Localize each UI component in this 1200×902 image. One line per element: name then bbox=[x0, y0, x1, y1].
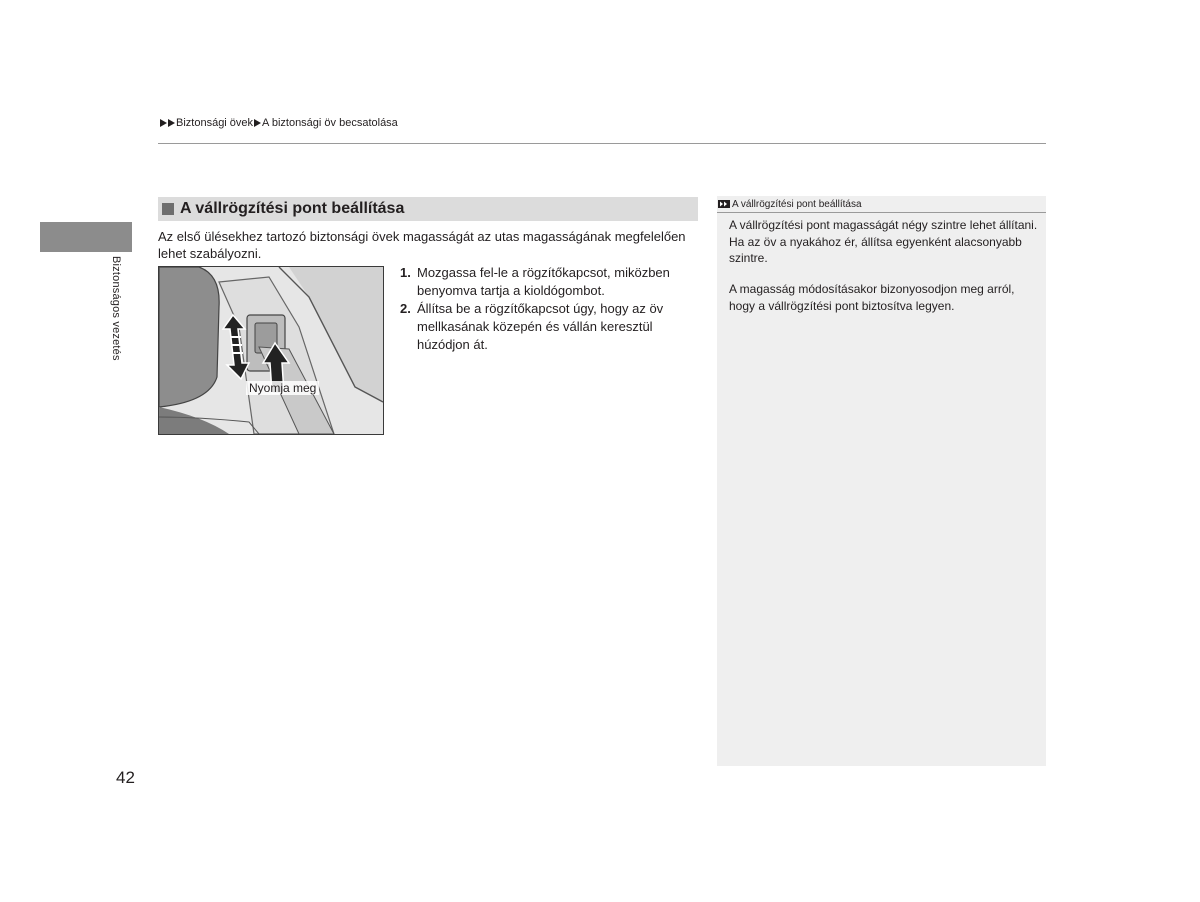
page-number: 42 bbox=[116, 768, 135, 787]
section-heading-text: A vállrögzítési pont beállítása bbox=[180, 200, 405, 217]
illustration-drawing bbox=[159, 267, 383, 434]
breadcrumb bbox=[160, 117, 398, 129]
side-note-title: A vállrögzítési pont beállítása bbox=[732, 198, 862, 210]
intro-paragraph: Az első ülésekhez tartozó biztonsági övek magasságát az utas magasságának megfelelően lehet szabályozni. bbox=[158, 229, 686, 261]
note-arrow-icon bbox=[718, 200, 730, 208]
press-callout-label: Nyomja meg bbox=[246, 381, 319, 395]
step-text: Mozgassa fel-le a rögzítőkapcsot, miközben benyomva tartja a kioldógombot. bbox=[417, 265, 670, 298]
header-divider bbox=[158, 143, 1046, 144]
breadcrumb-item-safety-belts[interactable]: Biztonsági övek bbox=[176, 117, 254, 129]
step-number: 2. bbox=[400, 301, 411, 316]
breadcrumb-arrow-icon bbox=[160, 119, 167, 127]
breadcrumb-arrow-icon bbox=[254, 119, 261, 127]
step-number: 1. bbox=[400, 265, 411, 280]
side-note-header bbox=[717, 196, 1046, 213]
breadcrumb-item-fastening-belt[interactable]: A biztonsági öv becsatolása bbox=[262, 117, 398, 129]
section-heading bbox=[158, 197, 698, 221]
breadcrumb-arrow-icon bbox=[168, 119, 175, 127]
shoulder-anchor-illustration bbox=[158, 266, 384, 435]
chapter-label: Biztonságos vezetés bbox=[110, 256, 122, 361]
list-item bbox=[400, 264, 700, 300]
step-text: Állítsa be a rögzítőkapcsot úgy, hogy az öv mellkasának közepén és vállán keresztül húzódjon át. bbox=[417, 301, 664, 352]
side-note-paragraph: A magasság módosításakor bizonyosodjon meg arról, hogy a vállrögzítési pont biztosítva legyen. bbox=[729, 282, 1015, 313]
chapter-tab bbox=[40, 222, 132, 252]
instruction-steps bbox=[400, 264, 700, 354]
list-item bbox=[400, 300, 700, 354]
side-note-paragraph: A vállrögzítési pont magasságát négy szintre lehet állítani. Ha az öv a nyakához ér, állítsa egyenként alacsonyabb szintre. bbox=[729, 218, 1038, 265]
heading-square-icon bbox=[162, 203, 174, 215]
